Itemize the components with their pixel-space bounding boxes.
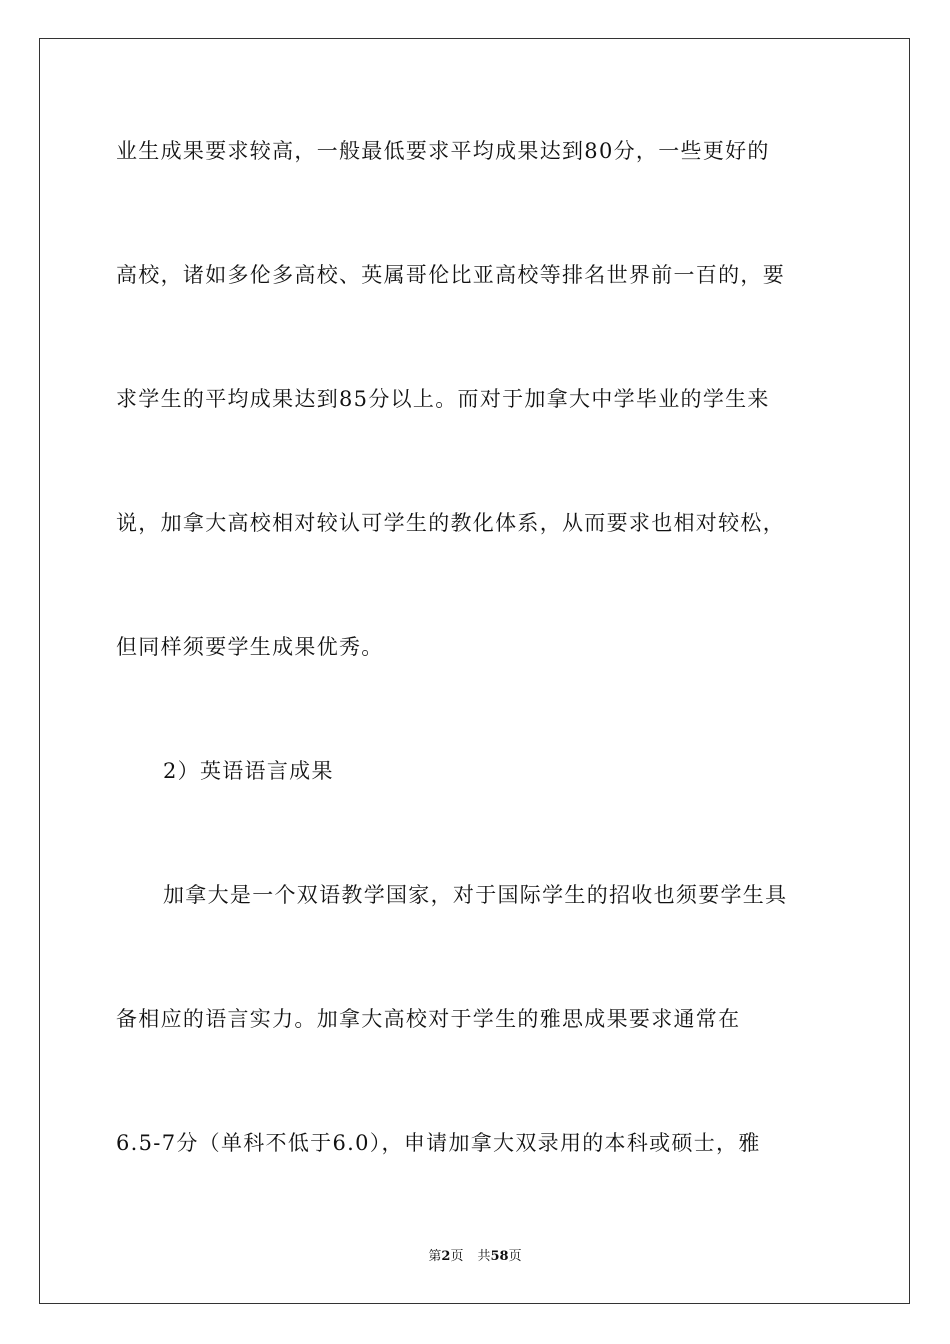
page-prefix: 第 <box>428 1249 442 1264</box>
body-text-line-1: 业生成果要求较高，一般最低要求平均成果达到80分，一些更好的 <box>116 139 770 163</box>
section-heading: 2）英语语言成果 <box>163 759 334 783</box>
page-suffix: 页 <box>450 1249 464 1264</box>
total-pages: 58 <box>490 1249 509 1264</box>
total-prefix: 共 <box>477 1249 491 1264</box>
total-suffix: 页 <box>508 1249 522 1264</box>
body-text-line-3: 求学生的平均成果达到85分以上。而对于加拿大中学毕业的学生来 <box>116 387 770 411</box>
body-text-line-8: 6.5-7分（单科不低于6.0），申请加拿大双录用的本科或硕士，雅 <box>116 1131 761 1155</box>
body-text-line-2: 高校，诸如多伦多高校、英属哥伦比亚高校等排名世界前一百的，要 <box>116 263 785 287</box>
body-text-line-5: 但同样须要学生成果优秀。 <box>116 635 384 659</box>
page-footer <box>0 1248 950 1266</box>
body-text-line-4: 说，加拿大高校相对较认可学生的教化体系，从而要求也相对较松， <box>116 511 785 535</box>
page-border <box>39 38 910 1304</box>
body-text-line-7: 备相应的语言实力。加拿大高校对于学生的雅思成果要求通常在 <box>116 1007 741 1031</box>
body-text-line-6: 加拿大是一个双语教学国家，对于国际学生的招收也须要学生具 <box>163 883 788 907</box>
page-number: 2 <box>441 1249 451 1264</box>
